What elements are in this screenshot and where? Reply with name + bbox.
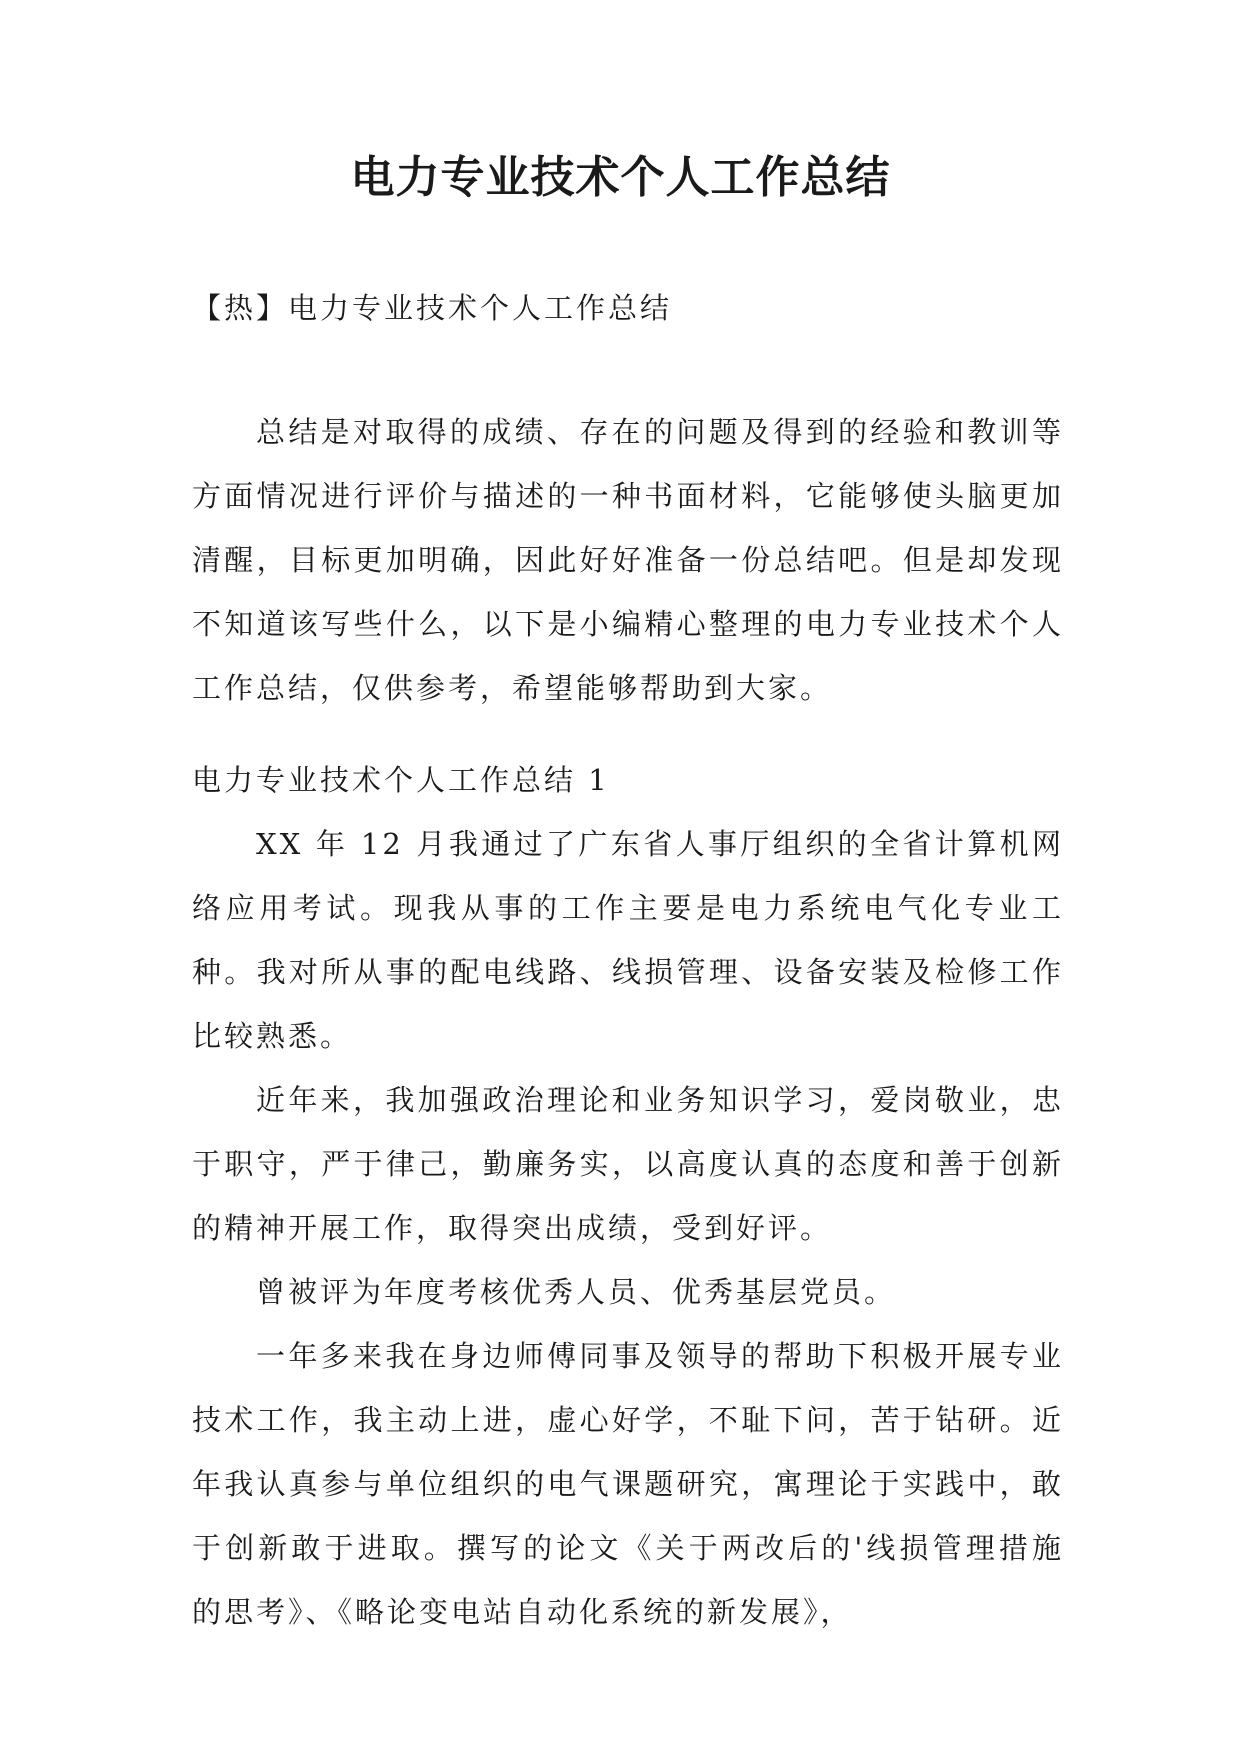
document-title: 电力专业技术个人工作总结 — [350, 152, 891, 203]
intro-section — [192, 400, 1064, 720]
body-paragraph: 一年多来我在身边师傅同事及领导的帮助下积极开展专业技术工作，我主动上进，虚心好学，不耻下问，苦于钻研。近年我认真参与单位组织的电气课题研究，寓理论于实践中，敢于创新敢于进取。撰写的论文《关于两改后的'线损管理措施的思考》、《略论变电站自动化系统的新发展》， — [192, 1339, 1064, 1629]
intro-paragraph: 总结是对取得的成绩、存在的问题及得到的经验和教训等方面情况进行评价与描述的一种书面材料，它能够使头脑更加清醒，目标更加明确，因此好好准备一份总结吧。但是却发现不知道该写些什么，以下是小编精心整理的电力专业技术个人工作总结，仅供参考，希望能够帮助到大家。 — [192, 415, 1064, 705]
section-heading: 电力专业技术个人工作总结 1 — [192, 763, 610, 797]
body-section — [192, 748, 1064, 1644]
body-paragraph: 近年来，我加强政治理论和业务知识学习，爱岗敬业，忠于职守，严于律己，勤廉务实，以高度认真的态度和善于创新的精神开展工作，取得突出成绩，受到好评。 — [192, 1083, 1064, 1245]
body-paragraph: 曾被评为年度考核优秀人员、优秀基层党员。 — [256, 1275, 897, 1309]
document-subtitle: 【热】电力专业技术个人工作总结 — [192, 291, 673, 325]
body-paragraph: XX 年 12 月我通过了广东省人事厅组织的全省计算机网络应用考试。现我从事的工作主要是电力系统电气化专业工种。我对所从事的配电线路、线损管理、设备安装及检修工作比较熟悉。 — [192, 827, 1064, 1053]
